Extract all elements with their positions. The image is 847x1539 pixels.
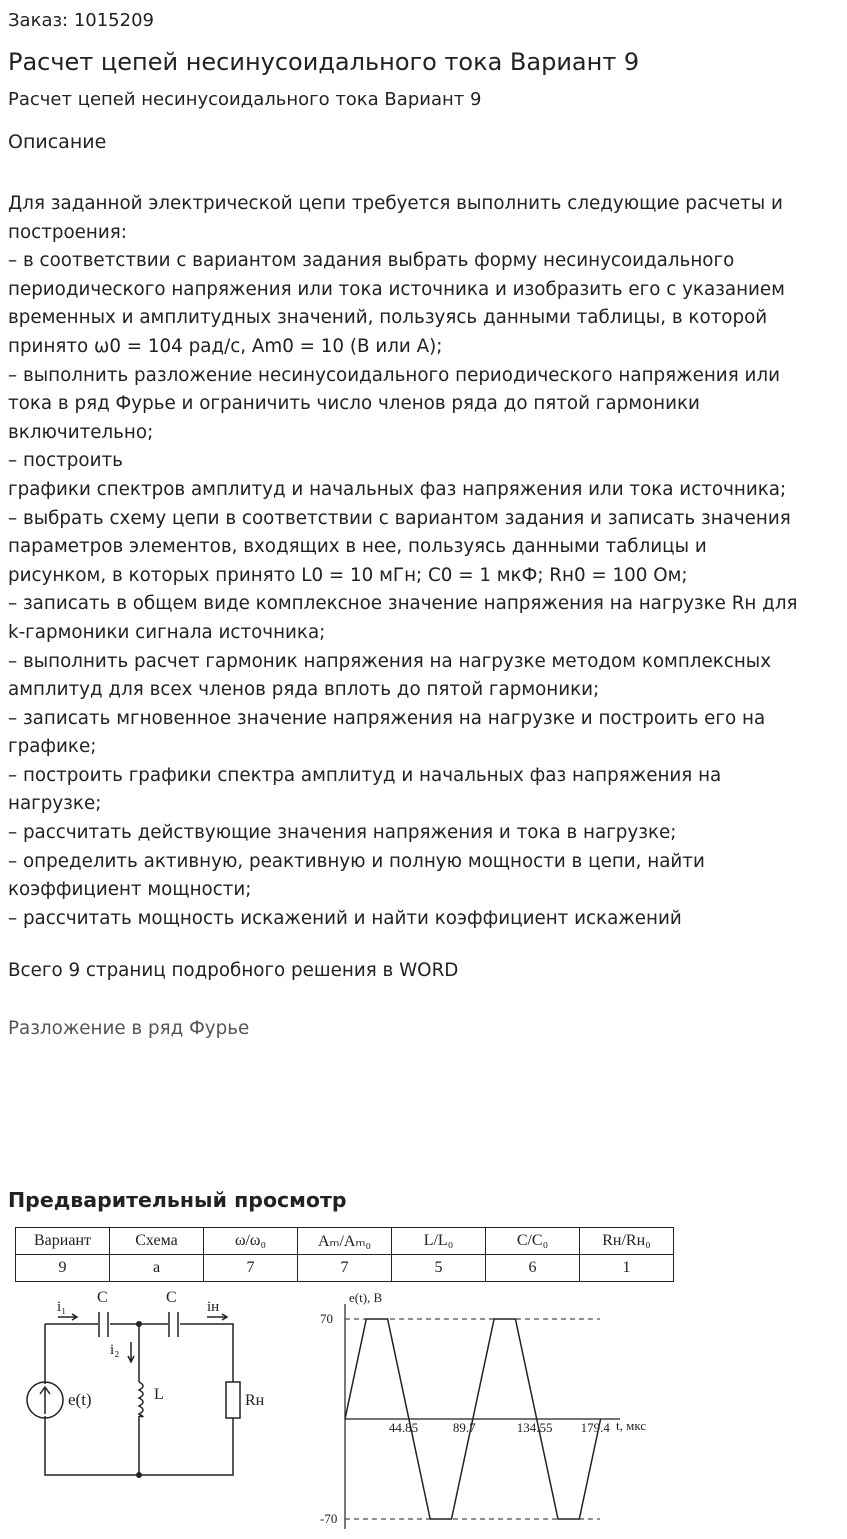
label-source: e(t) (68, 1390, 92, 1409)
y-tick-label: -70 (320, 1511, 338, 1526)
description-line: принято ω0 = 104 рад/с, Am0 = 10 (В или А); (8, 335, 443, 357)
label-inductor: L (154, 1386, 164, 1403)
description-line: – в соответствии с вариантом задания выбрать форму несинусоидального (8, 250, 735, 272)
description-line: – рассчитать мощность искажений и найти коэффициент искажений (8, 907, 682, 929)
description-line: – построить (8, 450, 123, 472)
table-header-row (16, 1228, 674, 1255)
description-line: включительно; (8, 421, 154, 443)
y-axis-label: e(t), В (349, 1290, 383, 1305)
description-line: нагрузке; (8, 793, 102, 815)
label-i2: i₂ (110, 1342, 120, 1358)
x-tick-label: 134.55 (516, 1420, 553, 1435)
description-line: k-гармоники сигнала источника; (8, 621, 326, 643)
description-line: рисунком, в которых принято L0 = 10 мГн; C0 = 1 мкФ; Rн0 = 100 Ом; (8, 564, 688, 586)
x-axis-label: t, мкс (616, 1418, 647, 1433)
description-line: – построить графики спектра амплитуд и начальных фаз напряжения на (8, 764, 722, 786)
description-line: графике; (8, 736, 97, 758)
table-header-cell: Схема (110, 1228, 204, 1255)
description-line: временных и амплитудных значений, пользуясь данными таблицы, в которой (8, 307, 768, 329)
preview-heading: Предварительный просмотр (8, 1188, 347, 1212)
description-heading: Описание (8, 131, 107, 153)
voltage-waveform-chart (320, 1290, 646, 1529)
table-header-cell: Вариант (16, 1228, 110, 1255)
description-line: параметров элементов, входящих в нее, пользуясь данными таблицы и (8, 536, 707, 558)
table-cell: 7 (204, 1255, 298, 1282)
description-line: – рассчитать действующие значения напряжения и тока в нагрузке; (8, 822, 677, 844)
description-line: Для заданной электрической цепи требуется выполнить следующие расчеты и (8, 193, 783, 214)
label-capacitor-2: C (166, 1289, 177, 1306)
table-header-cell: Rн/Rн₀ (580, 1228, 674, 1255)
table-cell: 9 (16, 1255, 110, 1282)
x-tick-label: 179.4 (580, 1420, 610, 1435)
label-i1: i₁ (57, 1299, 67, 1315)
current-i2-arrow-icon (128, 1342, 134, 1362)
table-cell: а (110, 1255, 204, 1282)
y-tick-label: 70 (320, 1311, 333, 1326)
page-title: Расчет цепей несинусоидального тока Вариант 9 (8, 48, 640, 76)
table-header-cell: C/C₀ (486, 1228, 580, 1255)
description-line: амплитуд для всех членов ряда вплоть до пятой гармоники; (8, 679, 600, 701)
junction-dot (136, 1472, 142, 1478)
description-line: графики спектров амплитуд и начальных фаз напряжения или тока источника; (8, 478, 787, 500)
table-header-cell: ω/ω₀ (204, 1228, 298, 1255)
label-capacitor-1: C (97, 1289, 108, 1306)
description-line: – определить активную, реактивную и полную мощности в цепи, найти (8, 850, 705, 872)
page-subtitle: Расчет цепей несинусоидального тока Вариант 9 (8, 89, 482, 110)
description-line: – выполнить разложение несинусоидального периодического напряжения или (8, 364, 780, 386)
label-in: iн (207, 1299, 220, 1315)
circuit-diagram (27, 1312, 240, 1475)
table-cell: 6 (486, 1255, 580, 1282)
description-line: – выполнить расчет гармоник напряжения на нагрузке методом комплексных (8, 650, 772, 672)
resistor-symbol (226, 1382, 240, 1418)
table-cell: 1 (580, 1255, 674, 1282)
inductor-coil (139, 1382, 143, 1417)
capacitor-2 (169, 1312, 178, 1337)
description-text (8, 190, 838, 933)
preview-scan (0, 1284, 847, 1534)
total-pages-text: Всего 9 страниц подробного решения в WORD (8, 960, 459, 981)
description-line: коэффициент мощности; (8, 879, 252, 901)
description-line: тока в ряд Фурье и ограничить число членов ряда до пятой гармоники (8, 393, 700, 415)
description-line: построения: (8, 221, 127, 243)
label-load: Rн (245, 1392, 265, 1409)
order-number: Заказ: 1015209 (8, 10, 154, 31)
description-line: – записать в общем виде комплексное значение напряжения на нагрузке Rн для (8, 593, 798, 615)
x-tick-label: 89.7 (452, 1420, 476, 1435)
parameters-table (15, 1227, 674, 1282)
description-line: – записать мгновенное значение напряжения на нагрузке и построить его на (8, 707, 766, 729)
description-line: периодического напряжения или тока источника и изобразить его с указанием (8, 278, 785, 300)
table-header-cell: Aₘ/Aₘ₀ (298, 1228, 392, 1255)
table-cell: 5 (392, 1255, 486, 1282)
x-tick-label: 44.85 (388, 1420, 419, 1435)
capacitor-1 (99, 1312, 108, 1337)
description-line: – выбрать схему цепи в соответствии с вариантом задания и записать значения (8, 507, 791, 529)
source-arrow-icon (40, 1387, 50, 1414)
fourier-series-link[interactable]: Разложение в ряд Фурье (8, 1018, 250, 1039)
table-header-cell: L/L₀ (392, 1228, 486, 1255)
table-row (16, 1255, 674, 1282)
table-cell: 7 (298, 1255, 392, 1282)
junction-dot (136, 1321, 142, 1327)
